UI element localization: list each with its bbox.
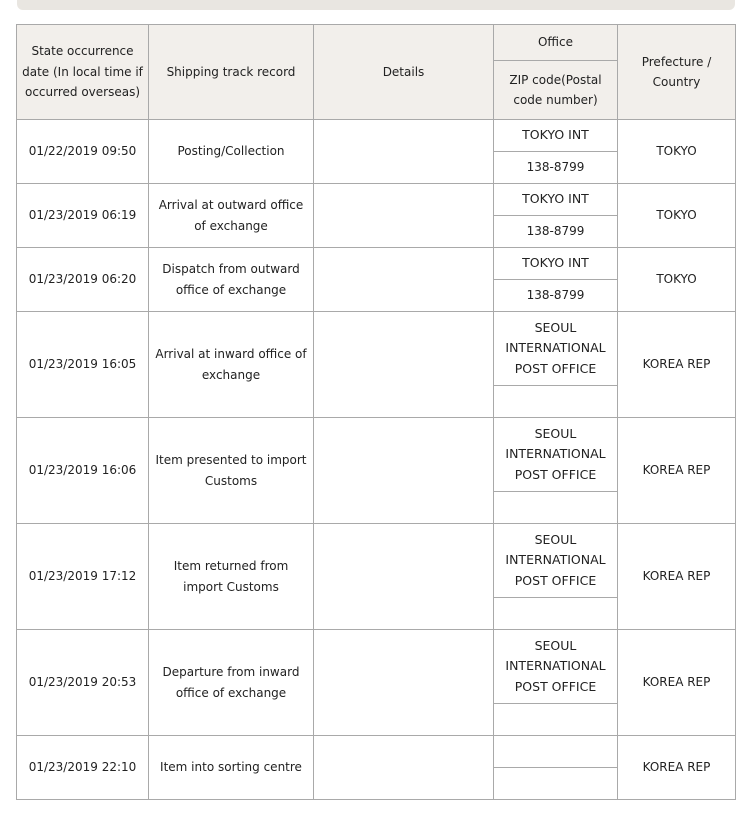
row-zip [494,598,618,630]
row-date: 01/23/2019 16:05 [17,312,149,418]
header-zip-code: ZIP code(Postal code number) [494,61,618,120]
row-date: 01/22/2019 09:50 [17,120,149,184]
row-prefecture: KOREA REP [618,630,736,736]
row-office: SEOUL INTERNATIONAL POST OFFICE [494,312,618,386]
row-date: 01/23/2019 22:10 [17,736,149,800]
row-date: 01/23/2019 16:06 [17,418,149,524]
row-prefecture: TOKYO [618,248,736,312]
row-record: Departure from inward office of exchange [149,630,314,736]
row-office: TOKYO INT [494,248,618,280]
row-prefecture: KOREA REP [618,418,736,524]
top-bar [17,0,735,10]
row-office: SEOUL INTERNATIONAL POST OFFICE [494,630,618,704]
row-zip [494,492,618,524]
row-details [314,184,494,248]
row-office: TOKYO INT [494,120,618,152]
row-details [314,630,494,736]
row-record: Posting/Collection [149,120,314,184]
row-zip: 138-8799 [494,216,618,248]
row-details [314,524,494,630]
row-zip [494,768,618,800]
row-office [494,736,618,768]
row-details [314,312,494,418]
shipping-track-table [16,24,736,800]
row-date: 01/23/2019 06:19 [17,184,149,248]
row-office: TOKYO INT [494,184,618,216]
row-record: Item into sorting centre [149,736,314,800]
row-zip: 138-8799 [494,152,618,184]
row-zip [494,386,618,418]
row-prefecture: KOREA REP [618,312,736,418]
row-record: Item returned from import Customs [149,524,314,630]
header-details: Details [314,25,494,120]
row-record: Dispatch from outward office of exchange [149,248,314,312]
row-details [314,248,494,312]
row-prefecture: TOKYO [618,184,736,248]
header-shipping-track-record: Shipping track record [149,25,314,120]
row-details [314,736,494,800]
row-details [314,418,494,524]
row-record: Item presented to import Customs [149,418,314,524]
row-date: 01/23/2019 17:12 [17,524,149,630]
header-date: State occurrence date (In local time if occurred overseas) [17,25,149,120]
row-record: Arrival at inward office of exchange [149,312,314,418]
row-record: Arrival at outward office of exchange [149,184,314,248]
row-office: SEOUL INTERNATIONAL POST OFFICE [494,418,618,492]
header-prefecture-country: Prefecture / Country [618,25,736,120]
row-date: 01/23/2019 06:20 [17,248,149,312]
row-date: 01/23/2019 20:53 [17,630,149,736]
row-details [314,120,494,184]
row-zip [494,704,618,736]
row-prefecture: KOREA REP [618,524,736,630]
header-office: Office [494,25,618,61]
row-prefecture: TOKYO [618,120,736,184]
row-office: SEOUL INTERNATIONAL POST OFFICE [494,524,618,598]
row-prefecture: KOREA REP [618,736,736,800]
row-zip: 138-8799 [494,280,618,312]
